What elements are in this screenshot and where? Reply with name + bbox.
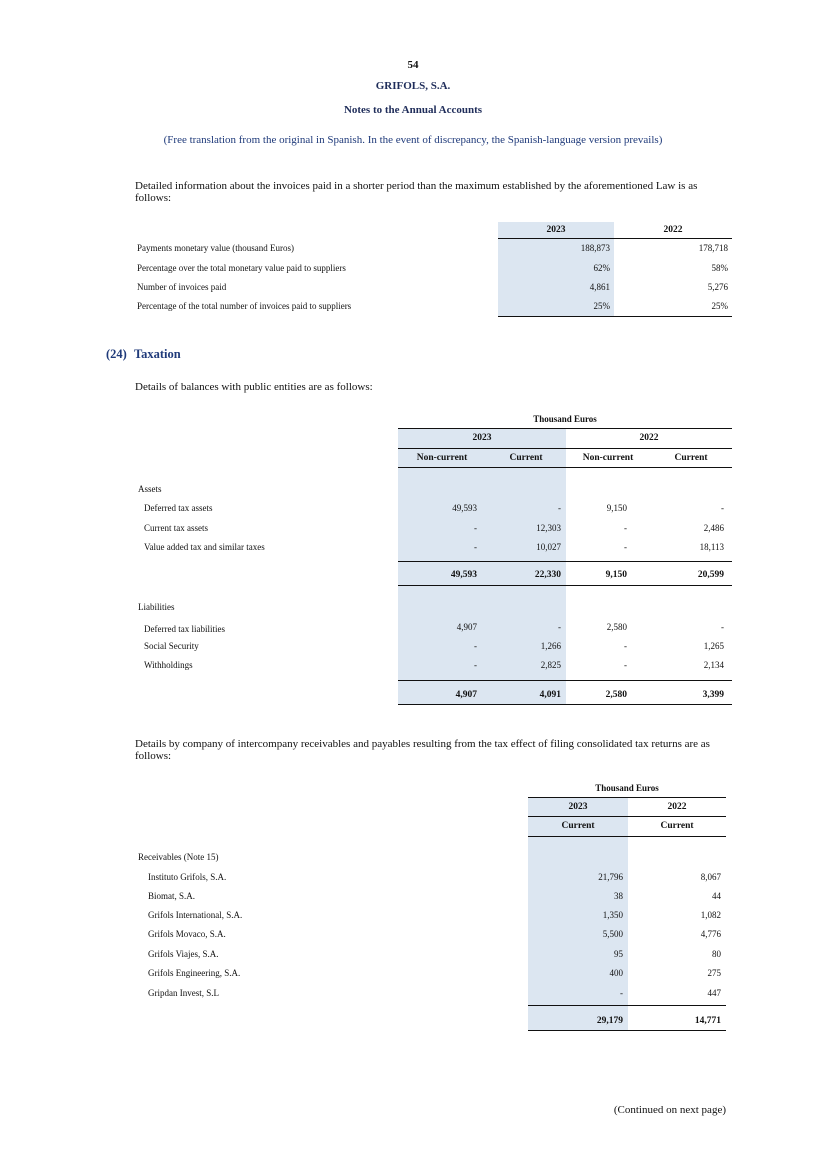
cell-c23: 2,825 — [540, 660, 561, 670]
row-label: Number of invoices paid — [137, 282, 227, 292]
cell-c22: 18,113 — [699, 542, 724, 552]
total-c22: 20,599 — [697, 570, 724, 580]
receivables-label: Receivables (Note 15) — [138, 852, 219, 862]
total-c23: 4,091 — [539, 690, 561, 700]
row-label: Current tax assets — [144, 523, 208, 533]
page-number: 54 — [407, 59, 419, 71]
liabilities-total-rule — [398, 704, 732, 705]
cell-nc22: 2,580 — [606, 622, 627, 632]
invoices-header-2023: 2023 — [546, 225, 566, 235]
cell-2023: 21,796 — [598, 872, 623, 882]
row-label: Instituto Grifols, S.A. — [148, 872, 227, 882]
row-label: Withholdings — [144, 660, 193, 670]
cell-nc22: - — [624, 641, 627, 651]
tax-col-current-2023: Current — [509, 453, 543, 463]
cell-2022: 178,718 — [698, 243, 728, 253]
total-2023: 29,179 — [596, 1016, 623, 1026]
invoices-header-rule — [498, 238, 732, 239]
intercompany-col-current-2023: Current — [561, 821, 595, 831]
cell-c23: - — [558, 503, 561, 513]
total-c22: 3,399 — [702, 690, 724, 700]
row-label: Grifols Engineering, S.A. — [148, 968, 241, 978]
taxation-intro: Details of balances with public entities are as follows: — [135, 381, 373, 393]
section-heading — [106, 347, 181, 362]
tax-col-current-2022: Current — [674, 453, 708, 463]
total-nc23: 49,593 — [450, 570, 477, 580]
cell-nc23: - — [474, 641, 477, 651]
cell-nc22: - — [624, 542, 627, 552]
section-title: Taxation — [133, 347, 181, 361]
cell-c23: 10,027 — [536, 542, 561, 552]
total-nc23: 4,907 — [455, 690, 477, 700]
cell-2022: 1,082 — [700, 910, 721, 920]
row-label: Deferred tax assets — [144, 503, 213, 513]
company-name: GRIFOLS, S.A. — [375, 80, 451, 92]
cell-2023: 62% — [593, 263, 610, 273]
intercompany-total-rule — [528, 1030, 726, 1031]
cell-2023: 5,500 — [602, 929, 623, 939]
continued-note: (Continued on next page) — [613, 1104, 726, 1116]
cell-2022: 4,776 — [700, 929, 721, 939]
cell-2023: 188,873 — [580, 243, 610, 253]
tax-header-2023: 2023 — [472, 433, 492, 443]
tax-header-2022: 2022 — [639, 433, 659, 443]
invoices-intro: Detailed information about the invoices paid in a shorter period than the maximum established by the aforementioned Law is as follows: — [135, 180, 698, 204]
intercompany-header-2023: 2023 — [568, 802, 588, 812]
assets-label: Assets — [138, 484, 162, 494]
row-label: Percentage over the total monetary value paid to suppliers — [137, 263, 346, 273]
cell-nc22: - — [624, 523, 627, 533]
intercompany-col-current-2022: Current — [660, 821, 694, 831]
cell-2022: 5,276 — [707, 282, 728, 292]
section-number: (24) — [106, 347, 127, 361]
total-2022: 14,771 — [694, 1016, 721, 1026]
cell-c22: 2,486 — [703, 523, 724, 533]
translation-disclaimer: (Free translation from the original in Spanish. In the event of discrepancy, the Spanish-language version prevails) — [163, 134, 663, 146]
cell-c23: 1,266 — [540, 641, 561, 651]
tax-year-rule — [398, 448, 732, 449]
cell-2023: 1,350 — [602, 910, 623, 920]
cell-2022: 44 — [712, 891, 721, 901]
invoices-header-2022: 2022 — [663, 225, 683, 235]
intercompany-intro: Details by company of intercompany receivables and payables resulting from the tax effect of filing consolidated tax returns are as follows: — [135, 738, 710, 762]
cell-2023: 400 — [609, 968, 623, 978]
cell-c22: - — [721, 622, 724, 632]
cell-c22: 2,134 — [703, 660, 724, 670]
row-label: Gripdan Invest, S.L — [148, 988, 219, 998]
row-label: Biomat, S.A. — [148, 891, 196, 901]
intercompany-subtotal-rule — [528, 1005, 726, 1006]
cell-c22: 1,265 — [703, 641, 724, 651]
cell-2022: 447 — [707, 988, 721, 998]
total-c23: 22,330 — [534, 570, 561, 580]
cell-2022: 25% — [711, 301, 728, 311]
cell-nc23: 4,907 — [456, 622, 477, 632]
liabilities-label: Liabilities — [138, 602, 175, 612]
document-subtitle: Notes to the Annual Accounts — [343, 104, 483, 116]
intercompany-colhead-rule — [528, 836, 726, 837]
tax-col-noncurrent-2022: Non-current — [582, 453, 634, 463]
cell-nc22: 9,150 — [606, 503, 627, 513]
row-label: Grifols Viajes, S.A. — [148, 949, 219, 959]
cell-2022: 275 — [707, 968, 721, 978]
tax-colhead-rule — [398, 467, 732, 468]
intercompany-units-rule — [528, 797, 726, 798]
row-label: Percentage of the total number of invoices paid to suppliers — [137, 301, 352, 311]
row-label: Value added tax and similar taxes — [144, 542, 265, 552]
total-nc22: 9,150 — [605, 570, 627, 580]
tax-units-label: Thousand Euros — [533, 414, 597, 424]
cell-2023: 95 — [614, 949, 623, 959]
row-label: Deferred tax liabilities — [144, 624, 225, 634]
invoices-bottom-rule — [498, 316, 732, 317]
cell-nc23: - — [474, 523, 477, 533]
liabilities-subtotal-rule — [398, 680, 732, 681]
assets-total-rule — [398, 585, 732, 586]
row-label: Grifols International, S.A. — [148, 910, 243, 920]
intercompany-units-label: Thousand Euros — [595, 783, 659, 793]
assets-subtotal-rule — [398, 561, 732, 562]
cell-2022: 80 — [712, 949, 721, 959]
cell-nc22: - — [624, 660, 627, 670]
cell-nc23: 49,593 — [452, 503, 477, 513]
row-label: Social Security — [144, 641, 199, 651]
intercompany-year-rule — [528, 816, 726, 817]
cell-2023: 4,861 — [589, 282, 610, 292]
cell-c22: - — [721, 503, 724, 513]
tax-col-noncurrent-2023: Non-current — [416, 453, 468, 463]
cell-2022: 8,067 — [700, 872, 721, 882]
cell-2023: 25% — [593, 301, 610, 311]
cell-nc23: - — [474, 660, 477, 670]
cell-2022: 58% — [711, 263, 728, 273]
row-label: Payments monetary value (thousand Euros) — [137, 243, 294, 253]
cell-2023: - — [620, 988, 623, 998]
cell-c23: - — [558, 622, 561, 632]
intercompany-header-2022: 2022 — [667, 802, 687, 812]
total-nc22: 2,580 — [605, 690, 627, 700]
cell-2023: 38 — [614, 891, 623, 901]
cell-c23: 12,303 — [536, 523, 561, 533]
tax-units-rule — [398, 428, 732, 429]
cell-nc23: - — [474, 542, 477, 552]
row-label: Grifols Movaco, S.A. — [148, 929, 226, 939]
